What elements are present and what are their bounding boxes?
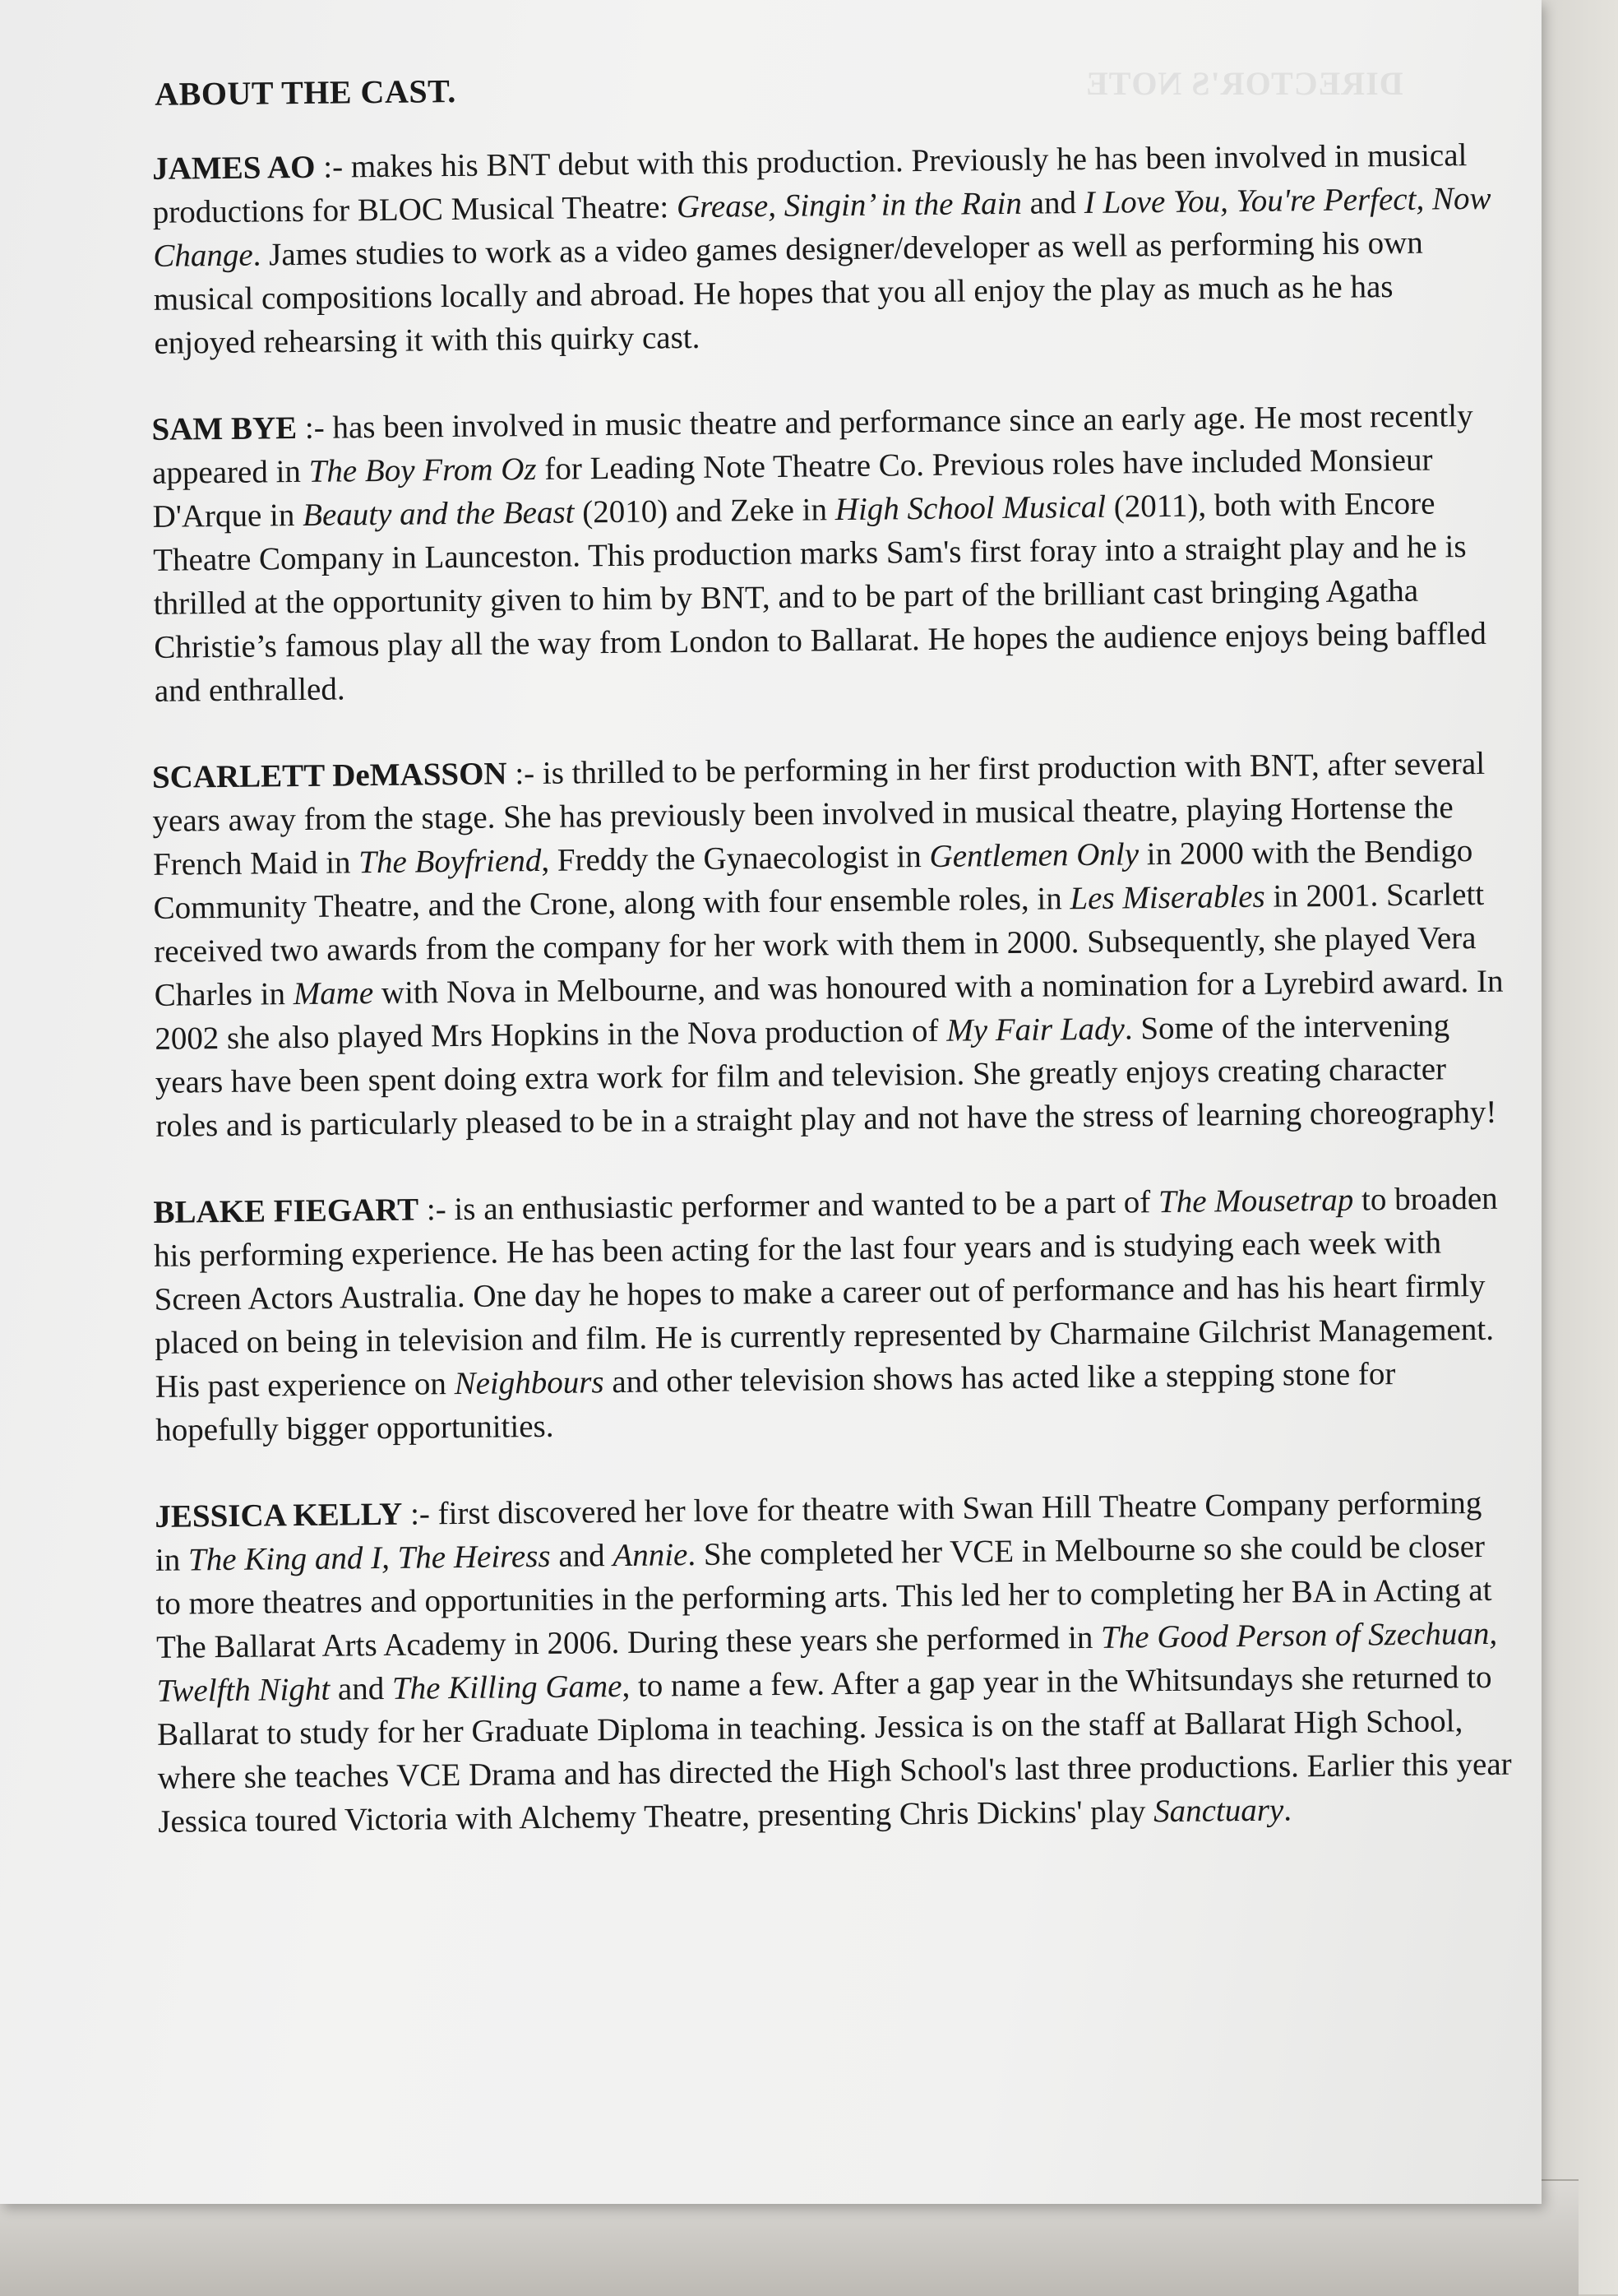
production-title: The Killing Game	[391, 1668, 622, 1706]
bio-text: :- is an enthusiastic performer and wanted to be a part of	[418, 1184, 1159, 1228]
cast-bio	[147, 742, 1508, 1148]
production-title: Beauty and the Beast	[302, 494, 575, 533]
section-heading: ABOUT THE CAST.	[155, 72, 457, 113]
bio-text: . Some of the intervening years have been spent doing extra work for film and television. She greatly enjoys creating character roles and is particularly pleased to be in a straight play and not have the stress of learning choreography!	[155, 1007, 1497, 1144]
bio-text: and	[329, 1670, 393, 1707]
bio-text: and	[550, 1538, 613, 1574]
bio-text: with Nova in Melbourne, and was honoured with a nomination for a Lyrebird award. In 2002 she also played Mrs Hopkins in the Nova production of	[155, 963, 1504, 1057]
bio-text: (2010) and Zeke in	[574, 492, 835, 530]
production-title: The Mousetrap	[1158, 1182, 1354, 1220]
bio-text: to broaden his performing experience. He has been acting for the last four years and is studying each week with Screen Actors Australia. One day he hopes to make a career out of performance and has his heart firmly placed on being in television and film. He is currently represented by Charmaine Gilchrist Management. His past experience on	[153, 1180, 1498, 1405]
production-title: Gentlemen Only	[929, 836, 1140, 874]
production-title: The Boy From Oz	[308, 451, 537, 489]
production-title: Annie	[613, 1537, 688, 1574]
bio-list	[141, 133, 1515, 1844]
cast-bio	[141, 133, 1500, 365]
bio-text: :- makes his BNT debut with this production. Previously he has been involved in musical productions for BLOC Musical Theatre:	[152, 137, 1468, 230]
bio-text: for Leading Note Theatre Co. Previous roles have included Monsieur D'Arque in	[152, 442, 1433, 535]
bio-text: , to name a few. After a gap year in the Whitsundays she returned to Ballarat to study for her Graduate Diploma in teaching. Jessica is on the staff at Ballarat High School, where she teaches VCE Drama and has directed the High School's last three productions. Earlier this year Jessica toured Victoria with Alchemy Theatre, presenting Chris Dickins' play	[156, 1659, 1512, 1840]
cast-bio	[155, 1481, 1514, 1844]
cast-member-name: SCARLETT DeMASSON	[151, 756, 507, 795]
bio-text: .	[1283, 1792, 1292, 1828]
production-title: Sanctuary	[1153, 1792, 1284, 1830]
cast-section	[140, 58, 1515, 1886]
show-through-text: DIRECTOR'S NOTE	[1085, 65, 1403, 102]
bio-text: in 2001. Scarlett received two awards from the company for her work with them in 2000. Subsequently, she played Vera Charles in	[153, 876, 1485, 1013]
cast-member-name: JAMES AO	[152, 149, 316, 187]
bio-text: in 2000 with the Bendigo Community Theatre, and the Crone, along with four ensemble roles, in	[153, 833, 1473, 926]
production-title: I Love You, You're Perfect, Now Change	[153, 180, 1491, 274]
bio-text: :- first discovered her love for theatre with Swan Hill Theatre Company performing in	[155, 1485, 1482, 1578]
bio-text: (2011), both with Encore Theatre Company in Launceston. This production marks Sam's first foray into a straight play and he is thrilled at the opportunity given to him by BNT, and to be part of the brilliant cast bringing Agatha Christie’s famous play all the way from London to Ballarat. He hopes the audience enjoys being baffled and enthralled.	[152, 485, 1487, 709]
production-title: My Fair Lady	[945, 1011, 1126, 1048]
bio-text: . James studies to work as a video games designer/developer as well as performing his own musical compositions locally and abroad. He hopes that you all enjoy the play as much as he has enjoyed rehearsing it with this quirky cast.	[153, 225, 1423, 361]
bio-text: and other television shows has acted like a stepping stone for hopefully bigger opportunities.	[155, 1356, 1396, 1448]
bio-text: . She completed her VCE in Melbourne so she could be closer to more theatres and opportunities in the performing arts. This led her to completing her BA in Acting at The Ballarat Arts Academy in 2006. During these years she performed in	[155, 1528, 1492, 1665]
bio-text: , Freddy the Gynaecologist in	[541, 838, 930, 878]
production-title: Les Miserables	[1070, 878, 1265, 917]
production-title: Mame	[293, 975, 374, 1012]
production-title: The King and I, The Heiress	[187, 1538, 551, 1578]
production-title: Grease, Singin’ in the Rain	[676, 185, 1023, 225]
cast-member-name: BLAKE FIEGART	[153, 1192, 419, 1230]
cast-bio	[151, 1177, 1510, 1452]
bio-text: and	[1021, 184, 1084, 221]
production-title: Neighbours	[454, 1364, 604, 1402]
production-title: High School Musical	[834, 488, 1107, 528]
cast-bio	[143, 394, 1503, 713]
cast-member-name: JESSICA KELLY	[155, 1496, 403, 1535]
cast-member-name: SAM BYE	[151, 410, 298, 447]
production-title: The Boyfriend	[358, 842, 542, 881]
bio-text: :- has been involved in music theatre and performance since an early age. He most recently appeared in	[151, 398, 1473, 491]
production-title: The Good Person of Szechuan, Twelfth Night	[156, 1615, 1498, 1709]
bio-text: :- is thrilled to be performing in her first production with BNT, after several years away from the stage. She has previously been involved in musical theatre, playing Hortense the French Maid in	[152, 745, 1486, 882]
